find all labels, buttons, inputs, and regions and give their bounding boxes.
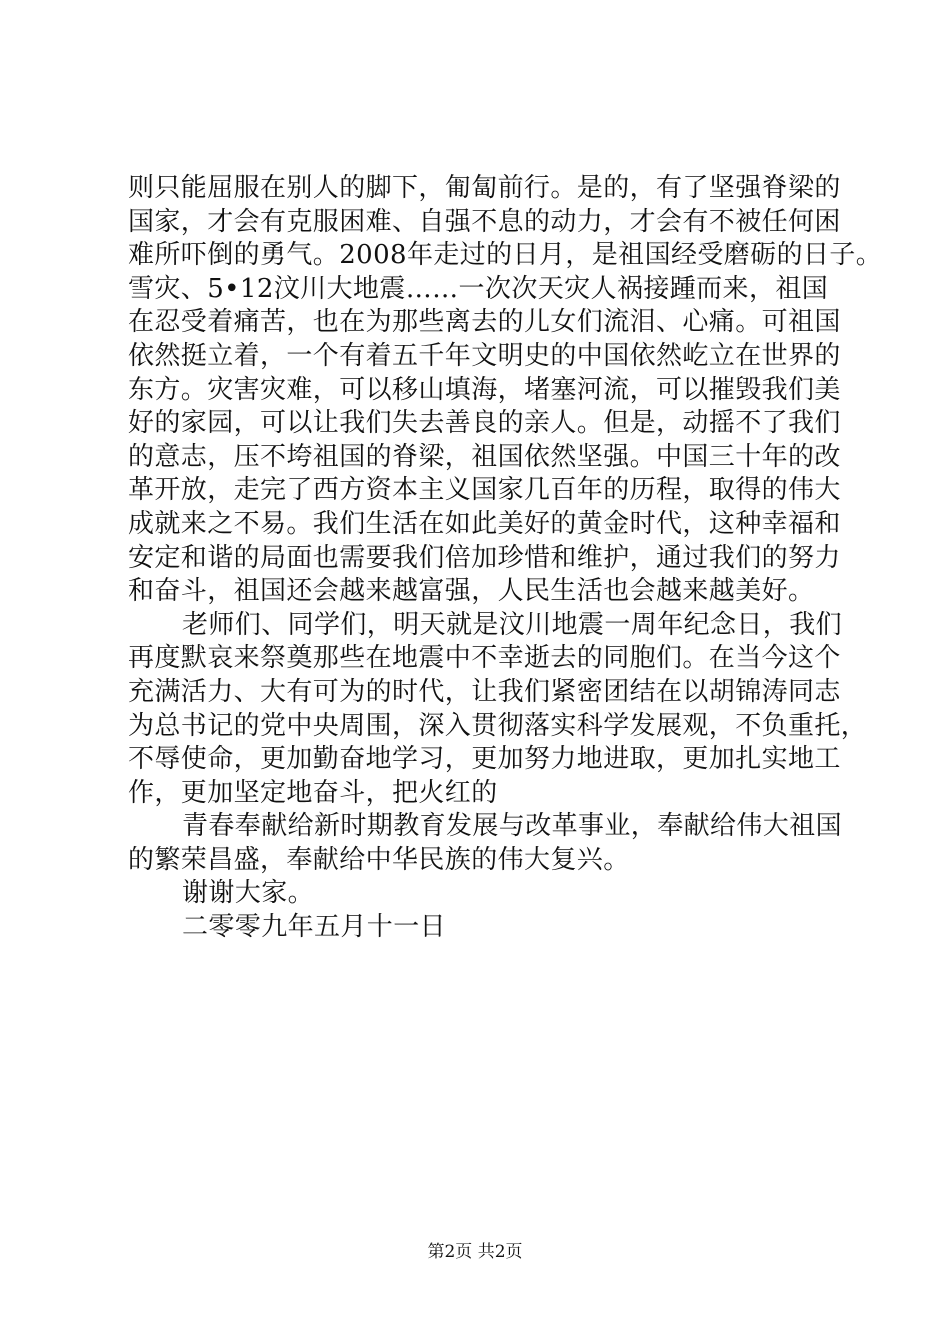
body-line: 东方。灾害灾难，可以移山填海，堵塞河流，可以摧毁我们美 [128, 374, 841, 405]
body-line: 难所吓倒的勇气。2008年走过的日月，是祖国经受磨砺的日子。 [128, 240, 883, 271]
body-line: 在忍受着痛苦，也在为那些离去的儿女们流泪、心痛。可祖国 [128, 307, 841, 338]
body-line: 好的家园，可以让我们失去善良的亲人。但是，动摇不了我们 [128, 408, 841, 439]
body-line: 充满活力、大有可为的时代，让我们紧密团结在以胡锦涛同志 [128, 676, 841, 707]
body-line: 国家，才会有克服困难、自强不息的动力，才会有不被任何困 [128, 206, 841, 237]
body-line: 雪灾、5•12汶川大地震……一次次天灾人祸接踵而来，祖国 [128, 273, 829, 304]
paragraph-start-line: 老师们、同学们，明天就是汶川地震一周年纪念日，我们 [182, 609, 843, 640]
body-line: 依然挺立着，一个有着五千年文明史的中国依然屹立在世界的 [128, 340, 841, 371]
body-line: 再度默哀来祭奠那些在地震中不幸逝去的同胞们。在当今这个 [128, 643, 841, 674]
document-body [128, 172, 883, 945]
body-line: 的繁荣昌盛，奉献给中华民族的伟大复兴。 [128, 844, 630, 875]
body-line: 的意志，压不垮祖国的脊梁，祖国依然坚强。中国三十年的改 [128, 441, 841, 472]
body-line: 则只能屈服在别人的脚下，匍匐前行。是的，有了坚强脊梁的 [128, 173, 841, 203]
closing-date: 二零零九年五月十一日 [182, 912, 447, 943]
body-line: 成就来之不易。我们生活在如此美好的黄金时代，这种幸福和 [128, 508, 841, 539]
closing-thanks: 谢谢大家。 [182, 878, 315, 909]
body-line: 安定和谐的局面也需要我们倍加珍惜和维护，通过我们的努力 [128, 542, 841, 573]
paragraph-start-line: 青春奉献给新时期教育发展与改革事业，奉献给伟大祖国 [182, 811, 843, 842]
page-number-footer: 第2页 共2页 [427, 1242, 523, 1262]
body-line: 和奋斗，祖国还会越来越富强，人民生活也会越来越美好。 [128, 576, 815, 607]
body-line: 不辱使命，更加勤奋地学习，更加努力地进取，更加扎实地工 [128, 744, 841, 775]
body-line: 作，更加坚定地奋斗，把火红的 [128, 777, 498, 808]
body-line: 革开放，走完了西方资本主义国家几百年的历程，取得的伟大 [128, 475, 841, 506]
body-line: 为总书记的党中央周围，深入贯彻落实科学发展观，不负重托， [128, 710, 868, 741]
